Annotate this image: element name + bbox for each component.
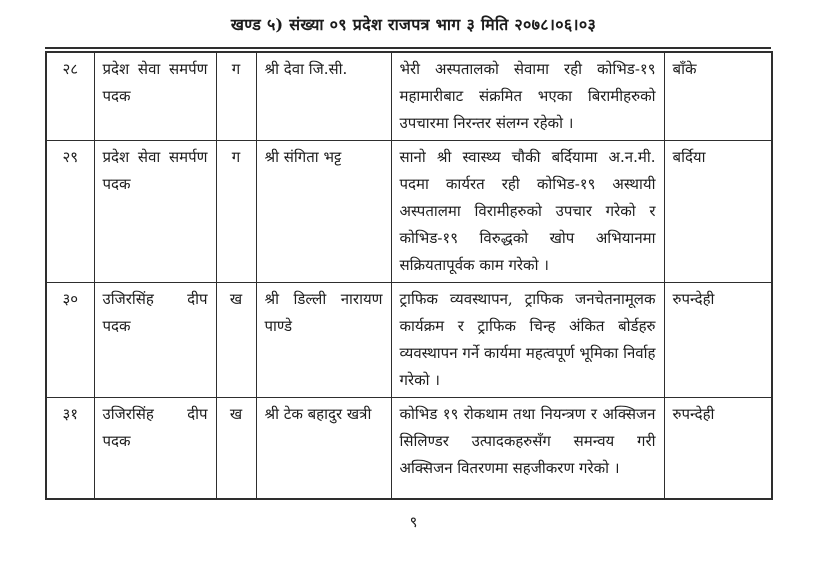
medal-name-cell: प्रदेश सेवा समर्पण पदक: [94, 141, 216, 283]
district-cell: बाँके: [664, 52, 772, 141]
description-cell: भेरी अस्पतालको सेवामा रही कोभिड-१९ महामारीबाट संक्रमित भएका बिरामीहरुको उपचारमा निरन्तर संलग्न रहेको ।: [391, 52, 664, 141]
table-row: [46, 283, 772, 398]
table-row: [46, 52, 772, 141]
medal-name-cell: प्रदेश सेवा समर्पण पदक: [94, 52, 216, 141]
recipient-name-cell: श्री देवा जि.सी.: [256, 52, 391, 141]
description-cell: ट्राफिक व्यवस्थापन, ट्राफिक जनचेतनामूलक कार्यक्रम र ट्राफिक चिन्ह अंकित बोर्डहरु व्यवस्थापन गर्ने कार्यमा महत्वपूर्ण भूमिका निर्वाह गरेको ।: [391, 283, 664, 398]
serial-number-cell: ३१: [46, 398, 94, 499]
recipient-name-cell: श्री डिल्ली नारायण पाण्डे: [256, 283, 391, 398]
serial-number-cell: २८: [46, 52, 94, 141]
category-cell: ग: [216, 52, 256, 141]
category-cell: ख: [216, 398, 256, 499]
district-cell: बर्दिया: [664, 141, 772, 283]
medal-name-cell: उजिरसिंह दीप पदक: [94, 398, 216, 499]
medal-awards-table: [45, 51, 773, 500]
serial-number-cell: ३०: [46, 283, 94, 398]
medal-name-cell: उजिरसिंह दीप पदक: [94, 283, 216, 398]
gazette-header-title: खण्ड ५) संख्या ०९ प्रदेश राजपत्र भाग ३ मिति २०७८।०६।०३: [230, 15, 597, 34]
page-number: ९: [409, 513, 418, 531]
header-rule-line: [45, 47, 771, 49]
description-cell: सानो श्री स्वास्थ्य चौकी बर्दियामा अ.न.मी. पदमा कार्यरत रही कोभिड-१९ अस्थायी अस्पतालमा विरामीहरुको उपचार गरेको र कोभिड-१९ विरुद्धको खोप अभियानमा सक्रियतापूर्वक काम गरेको ।: [391, 141, 664, 283]
table-row: [46, 398, 772, 499]
district-cell: रुपन्देही: [664, 398, 772, 499]
category-cell: ग: [216, 141, 256, 283]
serial-number-cell: २९: [46, 141, 94, 283]
category-cell: ख: [216, 283, 256, 398]
table-row: [46, 141, 772, 283]
description-cell: कोभिड १९ रोकथाम तथा नियन्त्रण र अक्सिजन सिलिण्डर उत्पादकहरुसँग समन्वय गरी अक्सिजन वितरणमा सहजीकरण गरेको ।: [391, 398, 664, 499]
recipient-name-cell: श्री टेक बहादुर खत्री: [256, 398, 391, 499]
recipient-name-cell: श्री संगिता भट्ट: [256, 141, 391, 283]
district-cell: रुपन्देही: [664, 283, 772, 398]
medal-table-body: [46, 52, 772, 499]
